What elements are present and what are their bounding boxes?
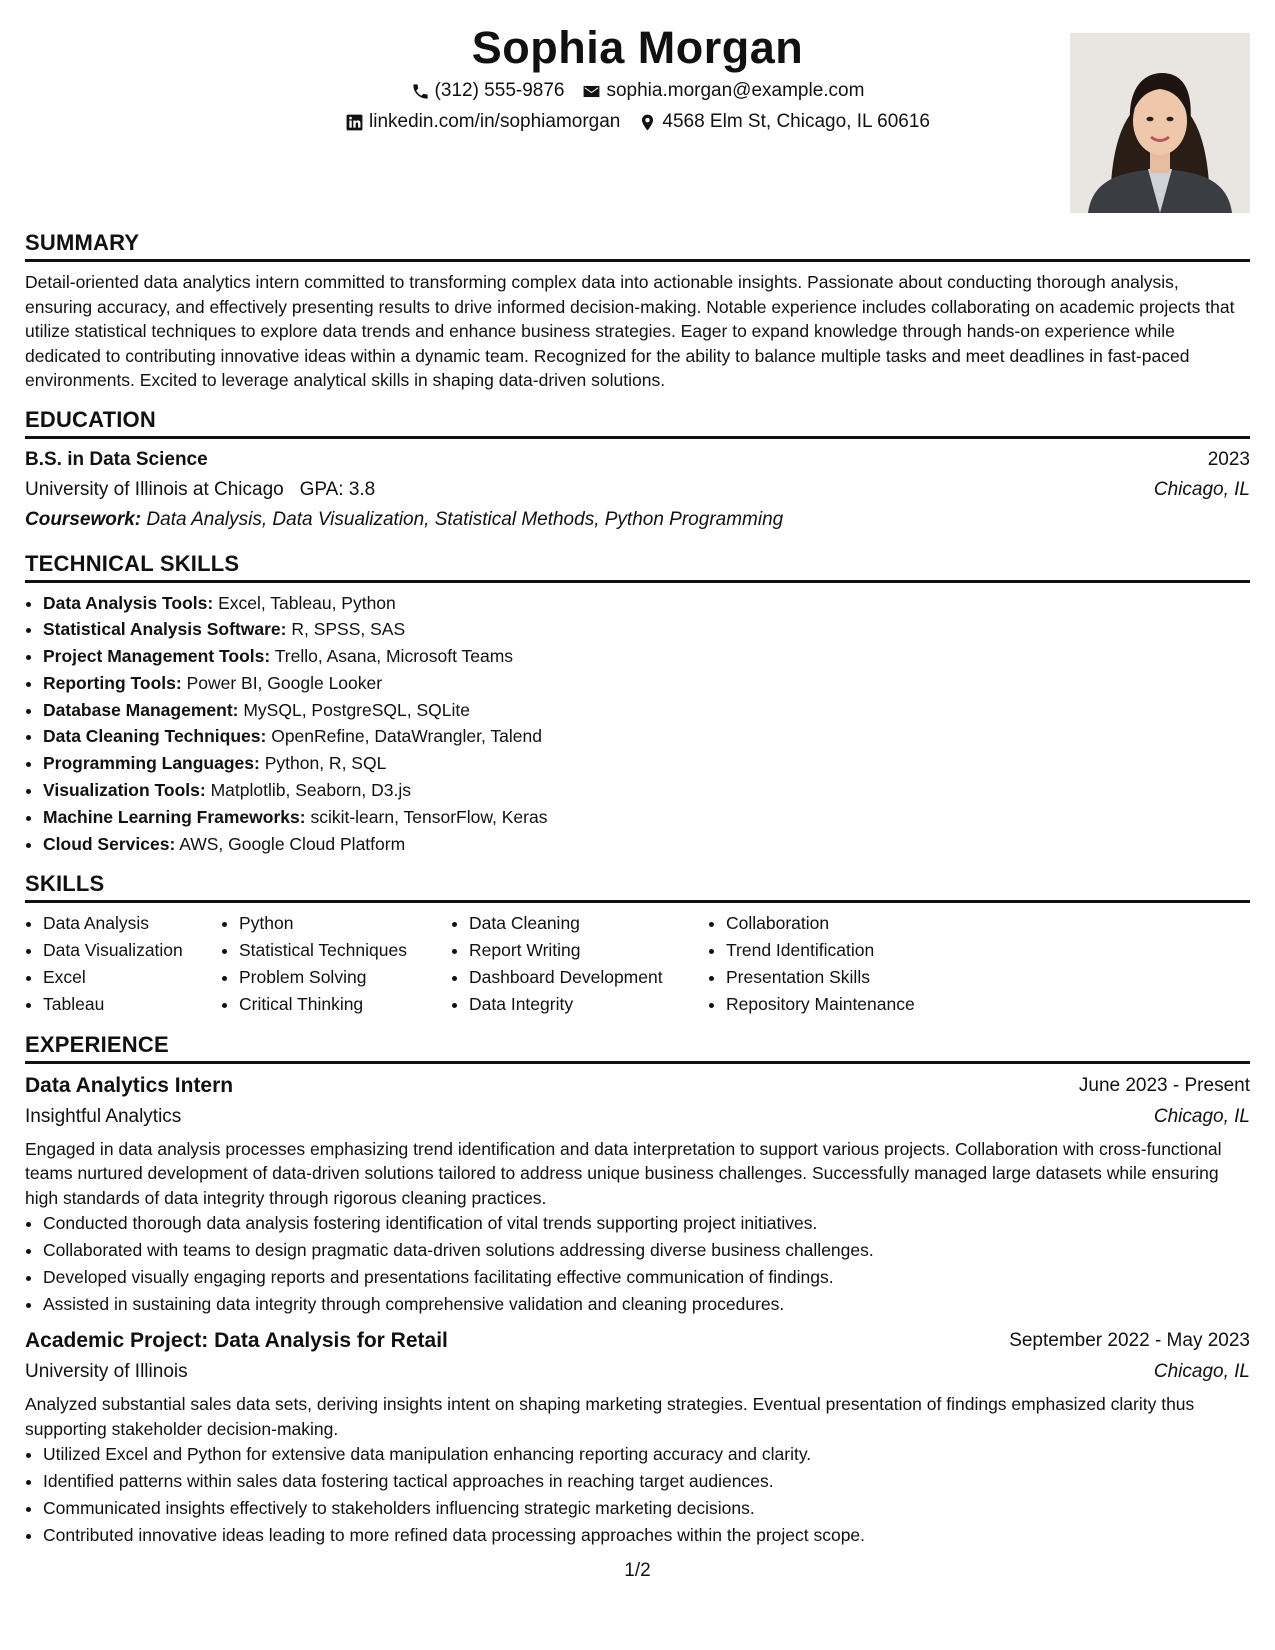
list-item: • Contributed innovative ideas leading to more refined data processing approaches within the project scope.: [43, 1522, 1250, 1549]
skill-value: OpenRefine, DataWrangler, Talend: [271, 726, 542, 747]
list-item: • Collaboration: [726, 910, 986, 937]
experience-title: EXPERIENCE: [25, 1032, 1250, 1064]
list-item: [43, 590, 1250, 617]
envelope-icon: [582, 82, 601, 101]
skill-label: Reporting Tools:: [43, 672, 182, 693]
gpa: GPA: 3.8: [299, 478, 376, 500]
skill-label: Database Management:: [43, 699, 239, 720]
list-item: • Data Visualization: [43, 937, 221, 964]
job-role: Academic Project: Data Analysis for Retail: [25, 1329, 448, 1353]
list-item: • Data Analysis: [43, 910, 221, 937]
linkedin-text[interactable]: linkedin.com/in/sophiamorgan: [369, 111, 621, 132]
job-header: [25, 1325, 1250, 1357]
job-company: Insightful Analytics: [25, 1105, 182, 1127]
list-item: • Excel: [43, 964, 221, 991]
list-item: [43, 831, 1250, 858]
skills-section: [25, 871, 1250, 1017]
job-description: Analyzed substantial sales data sets, deriving insights intent on shaping marketing strategies. Eventual presentation of findings emphasized clarity thus supporting stakeholder decision-making.: [25, 1394, 1195, 1439]
resume-header: [25, 0, 1250, 222]
list-item: [43, 643, 1250, 670]
list-item: • Tableau: [43, 991, 221, 1018]
skills-column-4: [708, 910, 986, 1017]
school-name: University of Illinois at Chicago: [25, 478, 284, 500]
list-item: [43, 723, 1250, 750]
list-item: • Report Writing: [469, 937, 708, 964]
technical-skills-list: [25, 590, 1250, 858]
list-item: • Data Integrity: [469, 991, 708, 1018]
job-bullets: [25, 1441, 1250, 1548]
skill-value: Excel, Tableau, Python: [218, 592, 396, 613]
coursework-row: [25, 505, 1250, 535]
experience-entry-2: [25, 1325, 1250, 1548]
education-title: EDUCATION: [25, 407, 1250, 439]
list-item: • Trend Identification: [726, 937, 986, 964]
list-item: • Communicated insights effectively to stakeholders influencing strategic marketing decisions.: [43, 1495, 1250, 1522]
job-company: University of Illinois: [25, 1361, 188, 1383]
candidate-name: Sophia Morgan: [471, 22, 804, 73]
skill-value: MySQL, PostgreSQL, SQLite: [243, 699, 470, 720]
list-item: [43, 670, 1250, 697]
job-description: Engaged in data analysis processes emphasizing trend identification and data interpretation to support various projects. Collaboration with cross-functional teams nurtured development of data-driven solutions tailored to address unique business challenges. Successfully managed large datasets while ensuring high standards of data integrity through rigorous cleaning practices.: [25, 1138, 1222, 1208]
list-item: [43, 777, 1250, 804]
skills-column-1: [25, 910, 221, 1017]
summary-section: [25, 230, 1250, 393]
job-subheader: [25, 1102, 1250, 1132]
list-item: [43, 750, 1250, 777]
skill-label: Data Analysis Tools:: [43, 592, 214, 613]
list-item: • Assisted in sustaining data integrity through comprehensive validation and cleaning procedures.: [43, 1291, 1250, 1318]
school-location: Chicago, IL: [1153, 478, 1250, 500]
skill-label: Programming Languages:: [43, 753, 260, 774]
coursework-label: Coursework:: [25, 508, 142, 530]
contact-row-2: [25, 111, 1250, 133]
skill-value: scikit-learn, TensorFlow, Keras: [310, 806, 548, 827]
skill-value: Python, R, SQL: [264, 753, 387, 774]
skill-label: Visualization Tools:: [43, 780, 206, 801]
technical-skills-section: [25, 551, 1250, 858]
skill-value: AWS, Google Cloud Platform: [179, 833, 406, 854]
skill-label: Cloud Services:: [43, 833, 176, 854]
technical-skills-title: TECHNICAL SKILLS: [25, 551, 1250, 583]
skills-grid: [25, 910, 1250, 1017]
location-pin-icon: [638, 113, 657, 132]
job-date: June 2023 - Present: [1078, 1074, 1250, 1096]
phone-text: (312) 555-9876: [434, 80, 565, 101]
job-location: Chicago, IL: [1153, 1361, 1250, 1383]
graduation-year: 2023: [1207, 448, 1250, 470]
list-item: • Python: [239, 910, 451, 937]
portrait-illustration: [1070, 33, 1250, 213]
skill-label: Project Management Tools:: [43, 646, 271, 667]
contact-row-1: [25, 80, 1250, 102]
phone-icon: [411, 82, 430, 101]
list-item: [43, 697, 1250, 724]
education-section: [25, 407, 1250, 535]
email-contact[interactable]: [582, 80, 864, 102]
list-item: [43, 616, 1250, 643]
education-degree-row: [25, 445, 1250, 475]
list-item: • Collaborated with teams to design pragmatic data-driven solutions addressing diverse business challenges.: [43, 1237, 1250, 1264]
page-number: 1/2: [624, 1560, 651, 1581]
list-item: • Data Cleaning: [469, 910, 708, 937]
phone-contact: [411, 80, 565, 102]
resume-page: [25, 0, 1250, 1650]
list-item: • Statistical Techniques: [239, 937, 451, 964]
list-item: • Repository Maintenance: [726, 991, 986, 1018]
address-text: 4568 Elm St, Chicago, IL 60616: [662, 111, 930, 132]
skill-value: R, SPSS, SAS: [291, 619, 406, 640]
email-text[interactable]: sophia.morgan@example.com: [606, 80, 865, 101]
experience-section: [25, 1032, 1250, 1549]
job-header: [25, 1070, 1250, 1102]
skill-label: Machine Learning Frameworks:: [43, 806, 306, 827]
linkedin-icon: [345, 113, 364, 132]
list-item: • Presentation Skills: [726, 964, 986, 991]
list-item: • Utilized Excel and Python for extensive data manipulation enhancing reporting accuracy and clarity.: [43, 1441, 1250, 1468]
job-bullets: [25, 1210, 1250, 1317]
degree: B.S. in Data Science: [25, 448, 208, 470]
skill-value: Matplotlib, Seaborn, D3.js: [210, 780, 411, 801]
linkedin-contact[interactable]: [345, 111, 620, 133]
skill-value: Trello, Asana, Microsoft Teams: [274, 646, 514, 667]
job-location: Chicago, IL: [1153, 1105, 1250, 1127]
address-contact: [638, 111, 930, 133]
list-item: • Dashboard Development: [469, 964, 708, 991]
education-school-row: [25, 475, 1250, 505]
list-item: • Identified patterns within sales data fostering tactical approaches in reaching target audiences.: [43, 1468, 1250, 1495]
skill-label: Data Cleaning Techniques:: [43, 726, 267, 747]
job-subheader: [25, 1357, 1250, 1387]
skill-label: Statistical Analysis Software:: [43, 619, 287, 640]
list-item: • Critical Thinking: [239, 991, 451, 1018]
coursework-list: Data Analysis, Data Visualization, Statistical Methods, Python Programming: [146, 508, 784, 530]
experience-entry-1: [25, 1070, 1250, 1318]
job-date: September 2022 - May 2023: [1009, 1330, 1250, 1352]
summary-text: Detail-oriented data analytics intern committed to transforming complex data into actionable insights. Passionate about conducting thorough analysis, ensuring accuracy, and effectively presenting results to drive informed decision-making. Notable experience includes collaborating on academic projects that utilize statistical techniques to explore data trends and enhance business strategies. Eager to expand knowledge through hands-on experience while dedicated to contributing innovative ideas within a dynamic team. Recognized for the ability to balance multiple tasks and meet deadlines in fast-paced environments. Excited to leverage analytical skills in shaping data-driven solutions.: [25, 272, 1235, 390]
skills-title: SKILLS: [25, 871, 1250, 903]
profile-photo: [1070, 33, 1250, 213]
job-role: Data Analytics Intern: [25, 1073, 234, 1097]
list-item: • Conducted thorough data analysis fostering identification of vital trends supporting project initiatives.: [43, 1210, 1250, 1237]
skills-column-3: [451, 910, 708, 1017]
summary-title: SUMMARY: [25, 230, 1250, 262]
skill-value: Power BI, Google Looker: [186, 672, 383, 693]
skills-column-2: [221, 910, 451, 1017]
list-item: • Problem Solving: [239, 964, 451, 991]
list-item: • Developed visually engaging reports and presentations facilitating effective communication of findings.: [43, 1264, 1250, 1291]
list-item: [43, 804, 1250, 831]
